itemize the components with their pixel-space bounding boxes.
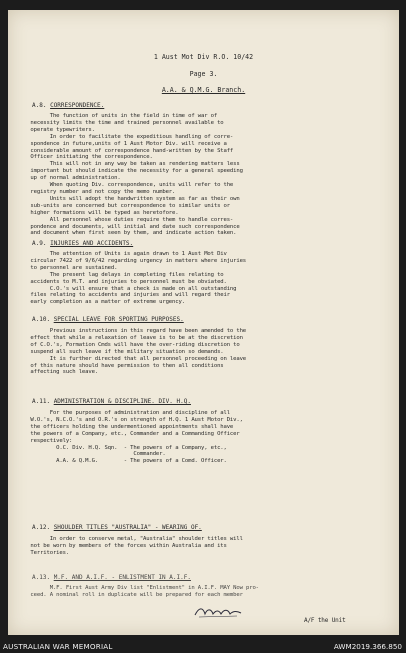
section-heading-administration [32, 398, 191, 405]
section-title: INJURIES AND ACCIDENTS. [50, 240, 134, 247]
archive-name: AUSTRALIAN WAR MEMORIAL [3, 642, 113, 651]
body-line: of this nature should have permission to then all conditions [24, 362, 224, 369]
body-line: Commander. [24, 451, 166, 458]
body-line: higher formations will be typed as heretofore. [24, 209, 179, 216]
body-line: and document when first seen by them, and indicate action taken. [24, 230, 237, 237]
section-heading-injuries [32, 240, 133, 247]
body-line: early completion as a matter of extreme urgency. [24, 299, 185, 306]
body-line: the powers of a Company, etc., Commander and a Commanding Officer [24, 430, 240, 437]
body-line: Territories. [24, 549, 70, 556]
section-number: A.12. [32, 524, 51, 531]
section-title: M.F. AND A.I.F. - ENLISTMENT IN A.I.F. [53, 574, 191, 581]
body-line: A.A. & Q.M.G. - The powers of a Comd. Officer. [24, 458, 227, 465]
document-page [8, 10, 399, 635]
section-title: CORRESPONDENCE. [50, 102, 105, 109]
body-line: suspend all such leave if the military situation so demands. [24, 348, 224, 355]
section-title: SHOULDER TITLES "AUSTRALIA" - WEARING OF. [53, 524, 202, 531]
body-line: All personnel whose duties require them to handle corres- [24, 216, 234, 223]
section-body-administration [24, 410, 243, 465]
body-line: Officer initiating the correspondence. [24, 154, 153, 161]
body-line: It is further directed that all personnel proceeding on leave [24, 355, 247, 362]
handwritten-signature [193, 605, 243, 619]
body-line: Previous instructions in this regard have been amended to the [24, 328, 247, 334]
body-line: sub-units are concerned but correspondence to similar units or [24, 202, 230, 209]
body-line: In order to facilitate the expeditious handling of corre- [24, 133, 234, 140]
body-line: circular 7422 of 9/6/42 regarding urgency in matters where injuries [24, 257, 247, 264]
body-line: C.O.'s will ensure that a check is made on all outstanding [24, 285, 237, 292]
body-line: accidents to M.T. and injuries to personnel must be obviated. [24, 278, 227, 285]
body-line: effect that while a relaxation of leave is to be at the discretion [24, 334, 243, 341]
body-line: up of normal administration. [24, 175, 121, 182]
body-line: respectively: [24, 437, 73, 444]
section-heading-special-leave [32, 316, 184, 323]
body-line: pondence and documents, will initial and date such correspondence [24, 223, 240, 230]
body-line: In order to conserve metal, "Australia" shoulder titles will [24, 536, 243, 542]
signoff-text: A/F the Unit [304, 617, 346, 624]
body-line: considerable amount of correspondence hand-written by the Staff [24, 147, 234, 154]
body-line: W.O.'s, N.C.O.'s and O.R.'s on strength of H.Q. 1 Aust Motor Div., [24, 416, 243, 423]
body-line: not be worn by members of the forces within Australia and its [24, 542, 227, 549]
section-number: A.10. [32, 316, 51, 323]
section-heading-correspondence [32, 102, 104, 109]
section-body-injuries [24, 251, 246, 306]
section-number: A.8. [32, 102, 47, 109]
section-body-special-leave [24, 328, 246, 376]
section-body-shoulder-titles [24, 536, 243, 557]
body-line: O.C. Div. H.Q. Sqn. - The powers of a Company, etc., [24, 444, 227, 451]
section-number: A.9. [32, 240, 47, 247]
body-line: This will not in any way be taken as rendering matters less [24, 161, 240, 168]
body-line: Units will adopt the handwritten system as far as their own [24, 195, 240, 202]
section-title: SPECIAL LEAVE FOR SPORTING PURPOSES. [53, 316, 184, 323]
body-line: operate typewriters. [24, 126, 95, 133]
body-line: the officers holding the undermentioned appointments shall have [24, 423, 234, 430]
body-line: registry number and not copy the memo number. [24, 188, 176, 195]
section-number: A.13. [32, 574, 51, 581]
body-line: spondence in future,units of 1 Aust Motor Div. will receive a [24, 140, 227, 147]
section-heading-shoulder-titles [32, 524, 202, 531]
body-line: The function of units in the field in time of war of [24, 113, 218, 119]
archive-footer [0, 640, 406, 653]
branch-heading: A.A. & Q.M.G. Branch. [161, 86, 246, 94]
body-line: to personnel are sustained. [24, 264, 118, 271]
body-line: affecting such leave. [24, 369, 99, 376]
body-line: When quoting Div. correspondence, units will refer to the [24, 182, 234, 189]
body-line: For the purposes of administration and discipline of all [24, 410, 230, 416]
archive-reference: AWM2019.366.850 [333, 642, 402, 651]
body-line: The attention of Units is again drawn to 1 Aust Mot Div [24, 251, 227, 257]
section-title: ADMINISTRATION & DISCIPLINE. DIV. H.Q. [53, 398, 191, 405]
body-line: necessity limits the time and trained personnel available to [24, 119, 224, 126]
body-line: The present lag delays in completing files relating to [24, 271, 224, 278]
section-heading-enlistment [32, 574, 191, 581]
section-body-correspondence [24, 113, 243, 237]
body-line: important but should indicate the necessity for a general speeding [24, 168, 243, 175]
page-number: Page 3. [189, 70, 218, 78]
order-reference: 1 Aust Mot Div R.O. 10/42 [153, 53, 254, 61]
body-line: of C.O.'s, Formation Cmds will have the over-riding discretion to [24, 341, 240, 348]
section-number: A.11. [32, 398, 51, 405]
body-line: M.F. First Aust Army Div list "Enlistment" in A.I.F. MAY Now pro- [24, 585, 259, 591]
body-line: ceed. A nominal roll in duplicate will be prepared for each member [24, 591, 243, 598]
section-body-enlistment [24, 585, 259, 599]
body-line: files relating to accidents and injuries and will regard their [24, 292, 230, 299]
